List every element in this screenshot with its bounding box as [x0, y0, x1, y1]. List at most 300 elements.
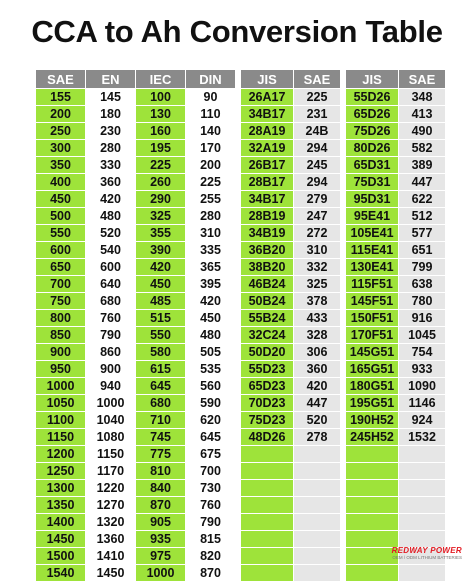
table-cell: 290	[136, 191, 186, 208]
table-header-row	[346, 70, 446, 89]
table-cell: 332	[294, 259, 341, 276]
table-cell: 160	[136, 123, 186, 140]
table-row	[36, 429, 236, 446]
table-cell: 195	[136, 140, 186, 157]
table-row	[241, 480, 341, 497]
column-header: JIS	[241, 70, 294, 89]
table-row	[346, 140, 446, 157]
table-cell: 65D31	[346, 157, 399, 174]
table-cell: 230	[86, 123, 136, 140]
table-cell: 34B19	[241, 225, 294, 242]
table-row	[36, 157, 236, 174]
table-cell: 105E41	[346, 225, 399, 242]
table-cell: 26A17	[241, 89, 294, 106]
table-row	[36, 89, 236, 106]
table-cell: 515	[136, 310, 186, 327]
table-row	[36, 446, 236, 463]
table-cell	[241, 480, 294, 497]
column-header: IEC	[136, 70, 186, 89]
table-cell: 640	[86, 276, 136, 293]
table-cell	[241, 497, 294, 514]
table-cell: 760	[186, 497, 236, 514]
table-cell: 190H52	[346, 412, 399, 429]
table-cell: 480	[186, 327, 236, 344]
table-row	[241, 225, 341, 242]
table-cell: 638	[399, 276, 446, 293]
brand-tagline: OEM / ODM LITHIUM BATTERIES	[392, 555, 462, 560]
table-cell: 850	[36, 327, 86, 344]
table-cell: 745	[136, 429, 186, 446]
table-cell: 535	[186, 361, 236, 378]
table-row	[36, 276, 236, 293]
table-row	[346, 446, 446, 463]
table-cell: 378	[294, 293, 341, 310]
table-cell: 420	[86, 191, 136, 208]
table-cell: 325	[294, 276, 341, 293]
table-cell: 325	[136, 208, 186, 225]
table-cell: 810	[136, 463, 186, 480]
table-cell: 272	[294, 225, 341, 242]
table-cell: 450	[36, 191, 86, 208]
table-cell	[346, 480, 399, 497]
table-cell	[399, 480, 446, 497]
table-cell: 80D26	[346, 140, 399, 157]
table-cell: 300	[36, 140, 86, 157]
table-header-row	[241, 70, 341, 89]
table-cell	[399, 531, 446, 548]
table-cell: 975	[136, 548, 186, 565]
table-cell	[241, 548, 294, 565]
table-cell: 675	[186, 446, 236, 463]
table-cell: 360	[86, 174, 136, 191]
table-row	[36, 225, 236, 242]
table-cell: 730	[186, 480, 236, 497]
table-cell: 540	[86, 242, 136, 259]
table-cell: 1320	[86, 514, 136, 531]
table-cell: 651	[399, 242, 446, 259]
table-cell: 505	[186, 344, 236, 361]
table-cell: 335	[186, 242, 236, 259]
table-cell: 294	[294, 174, 341, 191]
table-cell: 24B	[294, 123, 341, 140]
table-cell: 294	[294, 140, 341, 157]
table-row	[346, 378, 446, 395]
table-cell: 32C24	[241, 327, 294, 344]
table-cell	[294, 446, 341, 463]
table-cell: 75D31	[346, 174, 399, 191]
table-cell: 280	[186, 208, 236, 225]
table-cell: 247	[294, 208, 341, 225]
table-cell: 1045	[399, 327, 446, 344]
table-row	[36, 548, 236, 565]
table-cell: 280	[86, 140, 136, 157]
table-cell: 1100	[36, 412, 86, 429]
table-cell: 28B19	[241, 208, 294, 225]
table-cell: 582	[399, 140, 446, 157]
table-cell	[241, 531, 294, 548]
table-cell: 1400	[36, 514, 86, 531]
table-cell: 420	[294, 378, 341, 395]
table-cell: 447	[399, 174, 446, 191]
table-cell: 799	[399, 259, 446, 276]
table-row	[241, 412, 341, 429]
table-row	[346, 395, 446, 412]
table-cell: 1350	[36, 497, 86, 514]
page-title: CCA to Ah Conversion Table	[31, 14, 443, 49]
table-cell: 820	[186, 548, 236, 565]
table-cell: 46B24	[241, 276, 294, 293]
table-row	[241, 191, 341, 208]
table-cell: 390	[136, 242, 186, 259]
table-cell	[346, 497, 399, 514]
brand-name: REDWAY POWER	[391, 546, 462, 555]
table-cell: 32A19	[241, 140, 294, 157]
table-cell: 28A19	[241, 123, 294, 140]
table-cell: 924	[399, 412, 446, 429]
table-row	[346, 565, 446, 582]
table-cell	[241, 565, 294, 582]
table-cell: 165G51	[346, 361, 399, 378]
table-cell: 1300	[36, 480, 86, 497]
table-row	[36, 361, 236, 378]
table-cell: 413	[399, 106, 446, 123]
table-cell: 1170	[86, 463, 136, 480]
table-cell: 48D26	[241, 429, 294, 446]
table-cell: 200	[186, 157, 236, 174]
table-cell: 420	[186, 293, 236, 310]
table-row	[346, 123, 446, 140]
table-row	[241, 293, 341, 310]
table-cell: 860	[86, 344, 136, 361]
table-cell: 350	[36, 157, 86, 174]
table-row	[36, 259, 236, 276]
table-cell: 1000	[86, 395, 136, 412]
table-cell: 1150	[36, 429, 86, 446]
table-row	[241, 395, 341, 412]
table-cell: 75D26	[346, 123, 399, 140]
table-cell: 780	[399, 293, 446, 310]
table-cell: 200	[36, 106, 86, 123]
table-cell: 1270	[86, 497, 136, 514]
table-cell: 1500	[36, 548, 86, 565]
table-cell: 28B17	[241, 174, 294, 191]
table-cell: 90	[186, 89, 236, 106]
table-row	[36, 174, 236, 191]
table-cell: 790	[186, 514, 236, 531]
table-cell: 110	[186, 106, 236, 123]
table-cell: 225	[136, 157, 186, 174]
table-cell: 115E41	[346, 242, 399, 259]
table-cell: 115F51	[346, 276, 399, 293]
table-cell: 645	[136, 378, 186, 395]
table-cell	[294, 497, 341, 514]
table-cell: 550	[36, 225, 86, 242]
table-row	[241, 429, 341, 446]
table-cell: 1040	[86, 412, 136, 429]
table-cell: 95E41	[346, 208, 399, 225]
table-cell: 1090	[399, 378, 446, 395]
table-cell: 754	[399, 344, 446, 361]
table-cell: 420	[136, 259, 186, 276]
table-cell: 389	[399, 157, 446, 174]
brand-logo	[392, 546, 462, 560]
table-cell: 750	[36, 293, 86, 310]
table-cell: 1540	[36, 565, 86, 582]
table-cell: 916	[399, 310, 446, 327]
table-cell	[399, 565, 446, 582]
table-cell: 75D23	[241, 412, 294, 429]
table-cell	[294, 565, 341, 582]
table-cell: 310	[294, 242, 341, 259]
table-row	[241, 157, 341, 174]
table-cell: 306	[294, 344, 341, 361]
table-cell: 900	[36, 344, 86, 361]
table-cell: 55B24	[241, 310, 294, 327]
table-cell: 950	[36, 361, 86, 378]
table-row	[346, 497, 446, 514]
table-cell	[399, 514, 446, 531]
table-cell: 250	[36, 123, 86, 140]
table-cell: 590	[186, 395, 236, 412]
table-cell: 1050	[36, 395, 86, 412]
column-header: DIN	[186, 70, 236, 89]
table-row	[36, 378, 236, 395]
table-row	[36, 106, 236, 123]
table-cell: 1000	[36, 378, 86, 395]
table-cell: 680	[86, 293, 136, 310]
table-cell: 1220	[86, 480, 136, 497]
table-row	[241, 259, 341, 276]
table-row	[36, 497, 236, 514]
table-cell: 145	[86, 89, 136, 106]
table-row	[36, 327, 236, 344]
table-cell: 36B20	[241, 242, 294, 259]
table-row	[346, 242, 446, 259]
table-cell: 775	[136, 446, 186, 463]
table-cell: 645	[186, 429, 236, 446]
table-row	[36, 463, 236, 480]
table-row	[241, 361, 341, 378]
column-header: SAE	[294, 70, 341, 89]
table-cell	[346, 565, 399, 582]
table-cell: 1532	[399, 429, 446, 446]
table-cell: 1080	[86, 429, 136, 446]
table-cell: 905	[136, 514, 186, 531]
table-cell: 255	[186, 191, 236, 208]
table-cell: 65D26	[346, 106, 399, 123]
table-row	[36, 412, 236, 429]
table-cell: 65D23	[241, 378, 294, 395]
table-row	[346, 225, 446, 242]
table-cell: 155	[36, 89, 86, 106]
table-cell: 580	[136, 344, 186, 361]
table-cell: 278	[294, 429, 341, 446]
table-cell: 50D20	[241, 344, 294, 361]
table-cell: 1000	[136, 565, 186, 582]
table-row	[346, 259, 446, 276]
table-cell: 450	[136, 276, 186, 293]
table-cell: 520	[294, 412, 341, 429]
table-row	[241, 497, 341, 514]
table-cell: 170F51	[346, 327, 399, 344]
table-cell: 400	[36, 174, 86, 191]
table-cell: 1450	[36, 531, 86, 548]
column-header: SAE	[399, 70, 446, 89]
table-row	[346, 89, 446, 106]
table-cell	[241, 514, 294, 531]
table-cell: 870	[186, 565, 236, 582]
table-cell: 170	[186, 140, 236, 157]
table-row	[36, 208, 236, 225]
table-cell: 245	[294, 157, 341, 174]
table-cell	[241, 446, 294, 463]
table-cell: 55D23	[241, 361, 294, 378]
table-cell: 395	[186, 276, 236, 293]
table-row	[346, 344, 446, 361]
table-cell: 485	[136, 293, 186, 310]
table-row	[346, 480, 446, 497]
table-row	[241, 378, 341, 395]
table-cell	[346, 463, 399, 480]
table-cell: 180	[86, 106, 136, 123]
table-cell: 34B17	[241, 191, 294, 208]
table-cell: 900	[86, 361, 136, 378]
table-header-row	[36, 70, 236, 89]
table-row	[36, 344, 236, 361]
table-cell: 815	[186, 531, 236, 548]
table-cell: 225	[186, 174, 236, 191]
table-cell: 360	[294, 361, 341, 378]
table-cell: 1150	[86, 446, 136, 463]
table-cell: 140	[186, 123, 236, 140]
table-cell	[399, 446, 446, 463]
table-cell: 447	[294, 395, 341, 412]
table-cell: 480	[86, 208, 136, 225]
table-cell: 245H52	[346, 429, 399, 446]
table-cell: 600	[86, 259, 136, 276]
table-row	[241, 174, 341, 191]
table-row	[346, 361, 446, 378]
table-cell: 26B17	[241, 157, 294, 174]
table-cell: 70D23	[241, 395, 294, 412]
table-row	[346, 106, 446, 123]
jis-sae-table-right	[345, 69, 446, 582]
table-row	[346, 531, 446, 548]
table-row	[346, 310, 446, 327]
table-cell: 790	[86, 327, 136, 344]
table-row	[36, 395, 236, 412]
table-row	[346, 463, 446, 480]
table-cell: 490	[399, 123, 446, 140]
table-cell: 700	[36, 276, 86, 293]
table-cell: 940	[86, 378, 136, 395]
column-header: EN	[86, 70, 136, 89]
table-cell: 620	[186, 412, 236, 429]
column-header: JIS	[346, 70, 399, 89]
table-cell	[294, 514, 341, 531]
table-cell: 195G51	[346, 395, 399, 412]
table-row	[241, 140, 341, 157]
table-cell: 933	[399, 361, 446, 378]
table-cell: 512	[399, 208, 446, 225]
table-row	[241, 463, 341, 480]
table-cell: 145G51	[346, 344, 399, 361]
table-cell: 650	[36, 259, 86, 276]
jis-sae-table-left	[240, 69, 341, 582]
table-row	[346, 293, 446, 310]
table-cell: 1450	[86, 565, 136, 582]
table-cell: 260	[136, 174, 186, 191]
table-row	[346, 157, 446, 174]
table-row	[241, 106, 341, 123]
table-cell	[294, 480, 341, 497]
table-cell	[399, 497, 446, 514]
table-row	[346, 276, 446, 293]
table-row	[241, 446, 341, 463]
table-cell: 577	[399, 225, 446, 242]
table-cell: 130	[136, 106, 186, 123]
table-cell: 150F51	[346, 310, 399, 327]
table-cell: 500	[36, 208, 86, 225]
table-cell: 34B17	[241, 106, 294, 123]
table-cell: 615	[136, 361, 186, 378]
table-row	[36, 565, 236, 582]
table-cell: 231	[294, 106, 341, 123]
table-cell: 870	[136, 497, 186, 514]
table-cell: 680	[136, 395, 186, 412]
table-cell: 1250	[36, 463, 86, 480]
table-row	[241, 344, 341, 361]
table-row	[36, 514, 236, 531]
table-cell	[346, 514, 399, 531]
table-cell: 1200	[36, 446, 86, 463]
table-cell: 760	[86, 310, 136, 327]
table-cell: 348	[399, 89, 446, 106]
table-row	[36, 140, 236, 157]
table-row	[346, 514, 446, 531]
table-row	[36, 293, 236, 310]
table-cell: 330	[86, 157, 136, 174]
table-cell	[346, 548, 399, 565]
table-cell: 355	[136, 225, 186, 242]
table-cell: 38B20	[241, 259, 294, 276]
table-cell: 1360	[86, 531, 136, 548]
table-cell: 225	[294, 89, 341, 106]
table-cell: 800	[36, 310, 86, 327]
table-cell	[399, 463, 446, 480]
table-row	[241, 276, 341, 293]
table-cell: 95D31	[346, 191, 399, 208]
table-cell: 365	[186, 259, 236, 276]
table-cell: 600	[36, 242, 86, 259]
table-cell: 130E41	[346, 259, 399, 276]
table-cell: 180G51	[346, 378, 399, 395]
table-row	[346, 174, 446, 191]
table-cell	[346, 531, 399, 548]
table-cell	[241, 463, 294, 480]
table-row	[241, 123, 341, 140]
table-cell	[294, 548, 341, 565]
table-row	[36, 191, 236, 208]
table-cell: 100	[136, 89, 186, 106]
table-row	[241, 242, 341, 259]
table-cell: 450	[186, 310, 236, 327]
table-cell: 328	[294, 327, 341, 344]
table-row	[241, 89, 341, 106]
table-row	[36, 480, 236, 497]
table-cell: 310	[186, 225, 236, 242]
column-header: SAE	[36, 70, 86, 89]
